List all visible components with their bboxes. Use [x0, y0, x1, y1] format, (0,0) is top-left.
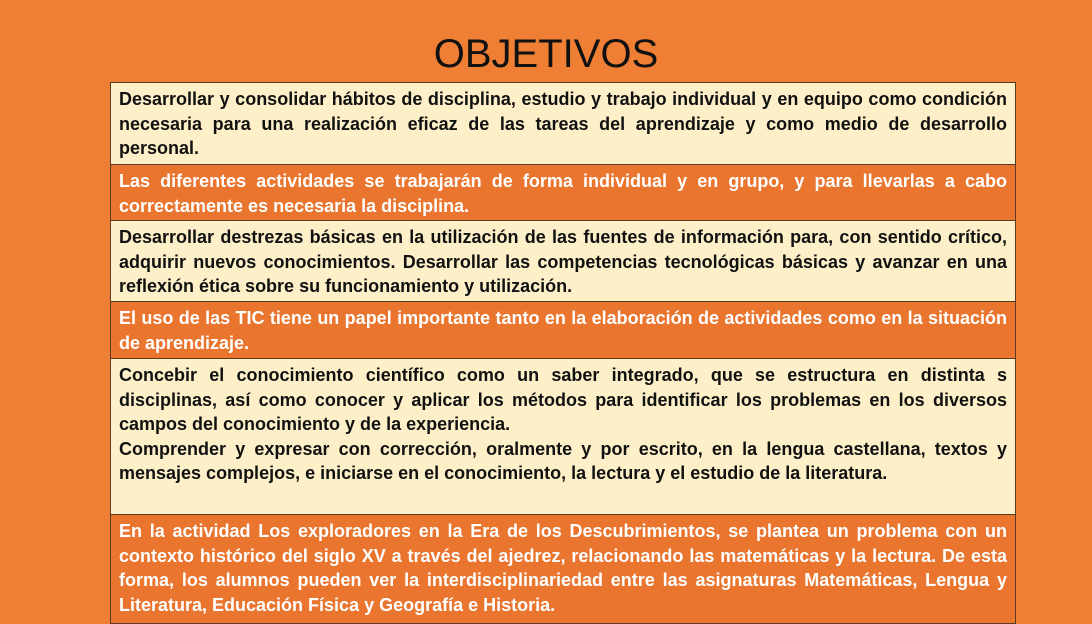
objective-text: Desarrollar y consolidar hábitos de disciplina, estudio y trabajo individual y en equipo como condición necesaria para una realización eficaz de las tareas del aprendizaje y como medio de desarrollo personal.	[119, 89, 1007, 158]
objective-text: Concebir el conocimiento científico como un saber integrado, que se estructura en distinta s disciplinas, así como conocer y aplicar los métodos para identificar los problemas en los diversos campos del conocimiento y de la experiencia.	[119, 365, 1007, 434]
explanation-text: Las diferentes actividades se trabajarán de forma individual y en grupo, y para llevarlas a cabo correctamente es necesaria la disciplina.	[119, 171, 1007, 216]
objective-row	[110, 82, 1016, 165]
objective-text: Desarrollar destrezas básicas en la utilización de las fuentes de información para, con sentido crítico, adquirir nuevos conocimientos. Desarrollar las competencias tecnológicas básicas y avanzar en una reflexión ética sobre su funcionamiento y utilización.	[119, 227, 1007, 296]
explanation-row	[110, 514, 1016, 624]
objectives-table	[110, 83, 1016, 624]
objective-text: Comprender y expresar con corrección, oralmente y por escrito, en la lengua castellana, textos y mensajes complejos, e iniciarse en el conocimiento, la lectura y el estudio de la literatura.	[119, 438, 1007, 483]
objective-row	[110, 220, 1016, 302]
explanation-text: El uso de las TIC tiene un papel importante tanto en la elaboración de actividades como en la situación de aprendizaje.	[119, 308, 1007, 353]
explanation-text: En la actividad Los exploradores en la Era de los Descubrimientos, se plantea un problema con un contexto histórico del siglo XV a través del ajedrez, relacionando las matemáticas y la lectura. De esta forma, los alumnos pueden ver la interdisciplinariedad entre las asignaturas Matemáticas, Lengua y Literatura, Educación Física y Geografía e Historia.	[119, 521, 1007, 615]
page-title: OBJETIVOS	[433, 32, 659, 76]
explanation-row	[110, 164, 1016, 221]
objective-row	[110, 358, 1016, 515]
explanation-row	[110, 301, 1016, 359]
